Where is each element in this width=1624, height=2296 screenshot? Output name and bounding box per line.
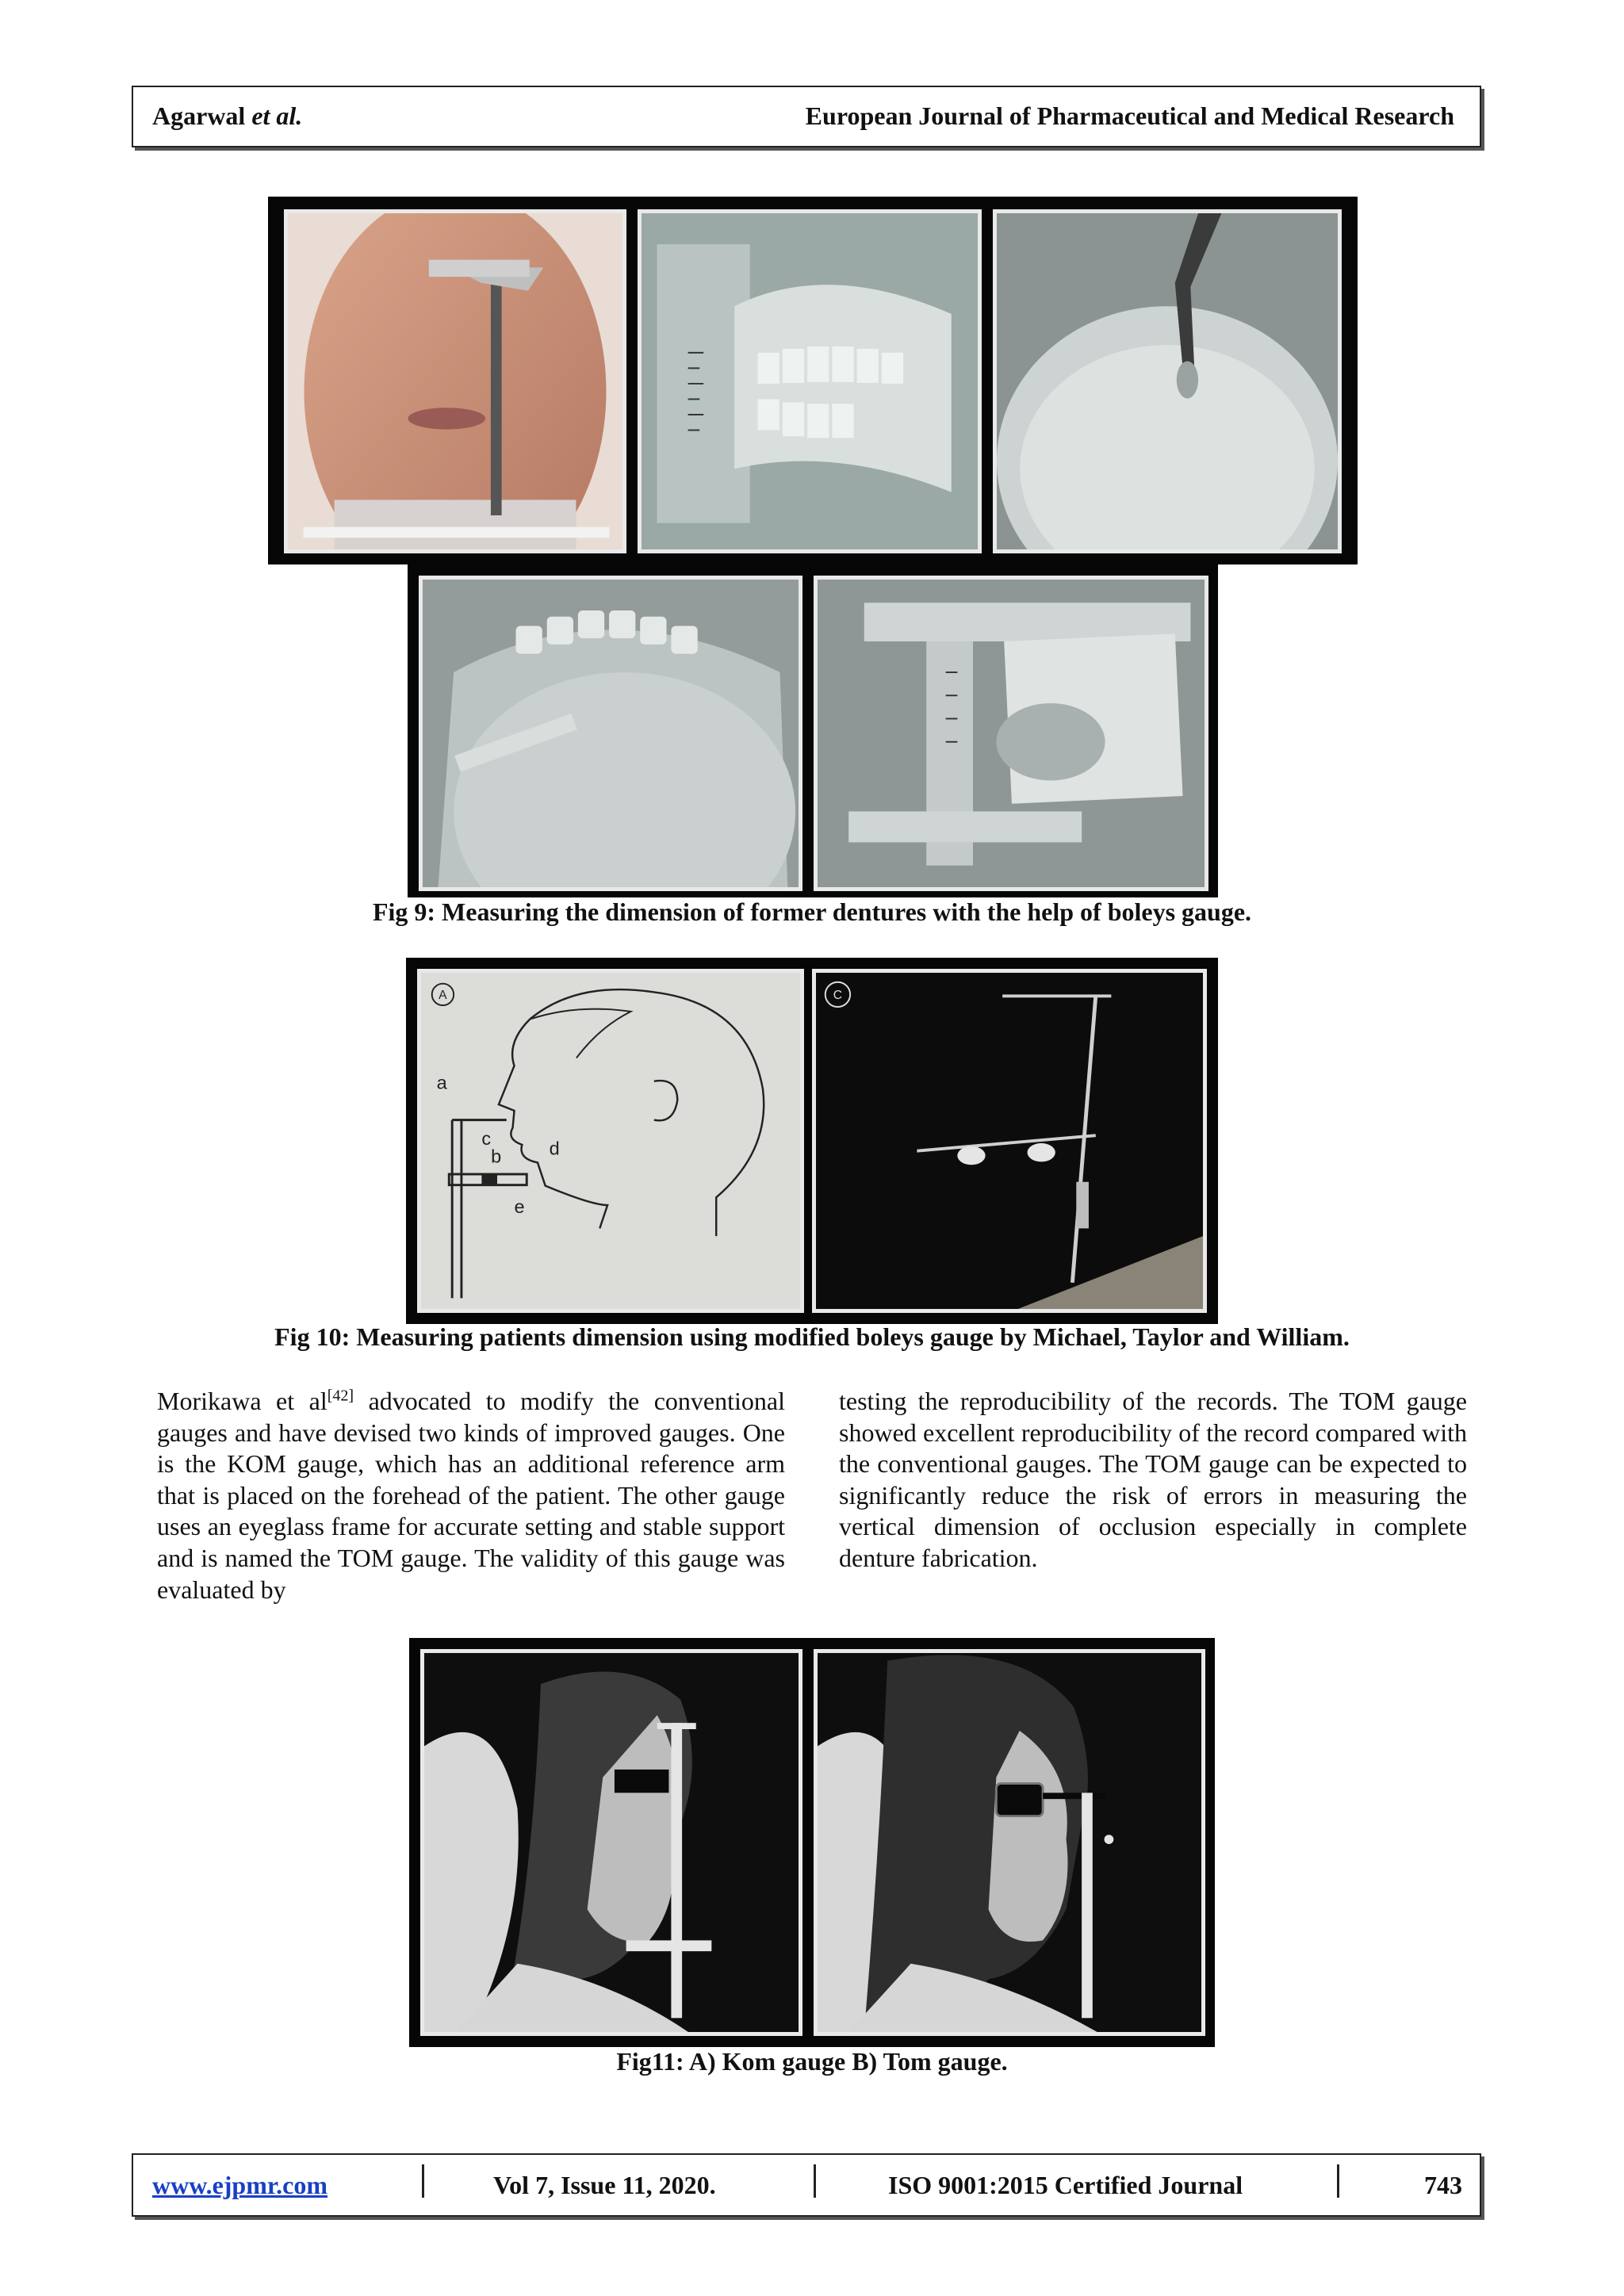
figure-10-caption: Fig 10: Measuring patients dimension using modified boleys gauge by Michael, Taylor and William. <box>274 1322 1350 1351</box>
footer-divider-1 <box>422 2164 424 2198</box>
figure-9-bottom-row <box>408 564 1218 897</box>
fig10-label-b: b <box>491 1146 502 1167</box>
fig9-photo-tongue-probe <box>993 209 1342 553</box>
figure-10 <box>406 958 1218 1324</box>
fig9-photo-face-caliper <box>284 209 626 553</box>
fig10-panel-a-letter: A <box>439 989 447 1003</box>
fig9-photo-denture-occlusal <box>419 576 802 891</box>
figure-11 <box>409 1638 1215 2047</box>
running-footer <box>132 2153 1481 2217</box>
figure-11-caption: Fig11: A) Kom gauge B) Tom gauge. <box>616 2047 1008 2076</box>
header-author: Agarwal et al. <box>152 101 303 130</box>
footer-divider-3 <box>1337 2164 1339 2198</box>
fig10-label-a: a <box>436 1072 447 1093</box>
footer-page-number: 743 <box>1424 2171 1462 2199</box>
footer-divider-2 <box>814 2164 816 2198</box>
fig9-photo-caliper-on-denture <box>814 576 1208 891</box>
footer-volume: Vol 7, Issue 11, 2020. <box>493 2171 716 2199</box>
fig11-photo-kom-gauge <box>420 1649 802 2036</box>
figure-9-caption: Fig 9: Measuring the dimension of former dentures with the help of boleys gauge. <box>372 897 1252 926</box>
body-text-left-column <box>157 1386 785 1605</box>
running-header <box>132 86 1481 147</box>
fig11-photo-tom-gauge <box>814 1649 1205 2036</box>
fig10-label-e: e <box>514 1196 525 1217</box>
left-column-text-start: Morikawa et al <box>157 1387 327 1415</box>
citation-reference[interactable]: [42] <box>327 1387 354 1405</box>
fig10-label-c: c <box>481 1127 492 1149</box>
left-column-text-rest: advocated to modify the conventional gauges and have devised two kinds of improved gauges. One is the KOM gauge, which has an additional reference arm that is placed on the forehead of the patient. The other gauge uses an eyeglass frame for accurate setting and stable support and is named the TOM gauge. The validity of this gauge was evaluated by <box>157 1387 786 1604</box>
header-journal-title: European Journal of Pharmaceutical and Medical Research <box>805 101 1454 130</box>
fig10-label-d: d <box>549 1138 560 1159</box>
fig10-panel-a-drawing <box>417 969 804 1313</box>
body-text-right-column: testing the reproducibility of the records. The TOM gauge showed excellent reproducibility of the record compared with the conventional gauges. The TOM gauge can be expected to significantly reduce the risk of errors in measuring the vertical dimension of occlusion especially in complete denture fabrication. <box>839 1387 1467 1572</box>
fig10-panel-c-letter: C <box>833 989 843 1003</box>
footer-certification: ISO 9001:2015 Certified Journal <box>888 2171 1243 2199</box>
fig10-panel-c-photo <box>812 969 1207 1313</box>
footer-website-link[interactable]: www.ejpmr.com <box>152 2171 327 2199</box>
fig9-photo-denture-caliper <box>638 209 982 553</box>
figure-9-top-row <box>268 197 1358 564</box>
fig10-gauge-block <box>481 1175 497 1184</box>
